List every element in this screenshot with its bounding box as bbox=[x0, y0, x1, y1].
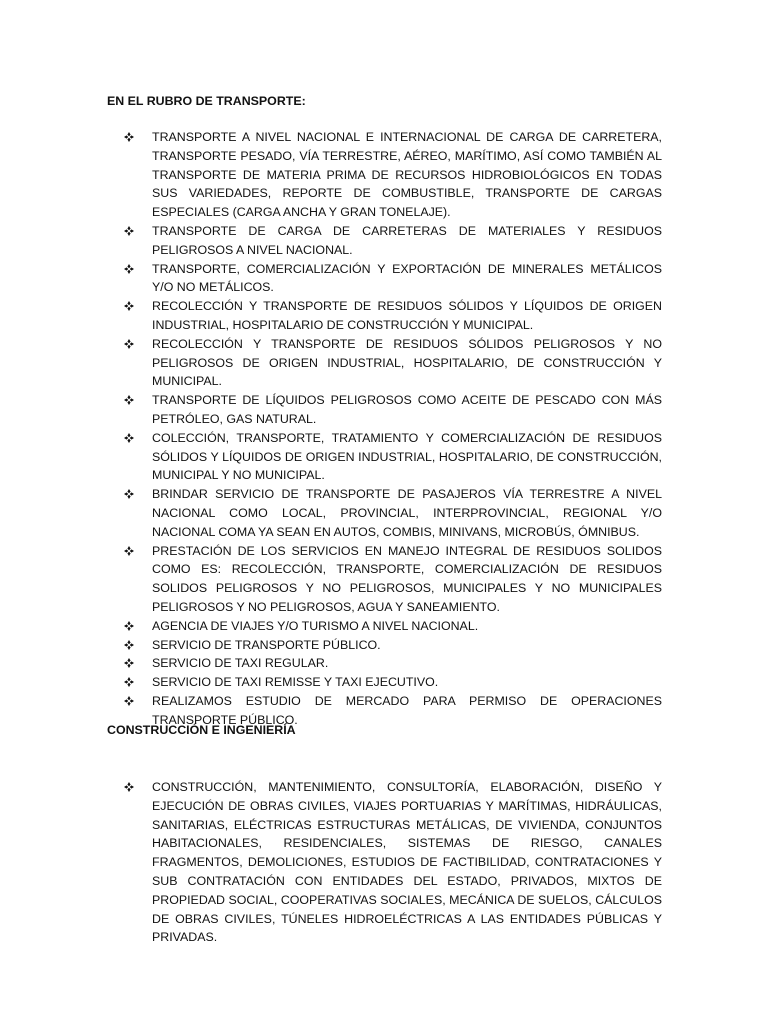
diamond-bullet-icon bbox=[124, 264, 134, 274]
list-item-text: SERVICIO DE TRANSPORTE PÚBLICO. bbox=[152, 637, 381, 652]
diamond-bullet-icon bbox=[124, 132, 134, 142]
list-item-text: TRANSPORTE, COMERCIALIZACIÓN Y EXPORTACIÓN DE MINERALES METÁLICOS Y/O NO METÁLICOS. bbox=[152, 261, 662, 295]
list-item-text: TRANSPORTE DE LÍQUIDOS PELIGROSOS COMO ACEITE DE PESCADO CON MÁS PETRÓLEO, GAS NATURAL. bbox=[152, 393, 662, 426]
list-item bbox=[124, 542, 662, 617]
diamond-bullet-icon bbox=[124, 301, 134, 311]
list-item-text: SERVICIO DE TAXI REGULAR. bbox=[152, 656, 329, 671]
list-item bbox=[124, 335, 662, 391]
diamond-bullet-icon bbox=[124, 546, 134, 556]
list-item bbox=[124, 429, 662, 485]
list-item-text: CONSTRUCCIÓN, MANTENIMIENTO, CONSULTORÍA, ELABORACIÓN, DISEÑO Y EJECUCIÓN DE OBRAS CIVILES, VIAJES PORTUARIAS Y MARÍTIMAS, HIDRÁULICAS, SANITARIAS, ELÉCTRICAS ESTRUCTURAS METÁLICAS, DE VIVIENDA, CONJUNTOS HABITACIONALES, RESIDENCIALES, SISTEMAS DE RIESGO, CANALES FRAGMENTOS, DEMOLICIONES, ESTUDIOS DE FACTIBILIDAD, CONTRATACIONES Y SUB CONTRATACIÓN CON ENTIDADES DEL ESTADO, PRIVADOS, MIXTOS DE PROPIEDAD SOCIAL, COOPERATIVAS SOCIALES, MECÁNICA DE SUELOS, CÁLCULOS DE OBRAS CIVILES, TÚNELES HIDROELÉCTRICAS A LAS ENTIDADES PÚBLICAS Y PRIVADAS. bbox=[152, 780, 662, 945]
diamond-bullet-icon bbox=[124, 489, 134, 499]
diamond-bullet-icon bbox=[124, 395, 134, 405]
list-item-text: TRANSPORTE DE CARGA DE CARRETERAS DE MATERIALES Y RESIDUOS PELIGROSOS A NIVEL NACIONAL. bbox=[152, 223, 662, 257]
diamond-bullet-icon bbox=[124, 782, 134, 792]
transporte-list bbox=[124, 128, 662, 730]
diamond-bullet-icon bbox=[124, 677, 134, 687]
diamond-bullet-icon bbox=[124, 696, 134, 706]
list-item-text: SERVICIO DE TAXI REMISSE Y TAXI EJECUTIVO. bbox=[152, 675, 439, 690]
list-item-text: REALIZAMOS ESTUDIO DE MERCADO PARA PERMISO DE OPERACIONES TRANSPORTE PÚBLICO. bbox=[152, 693, 662, 727]
diamond-bullet-icon bbox=[124, 658, 134, 668]
diamond-bullet-icon bbox=[124, 339, 134, 349]
list-item bbox=[124, 778, 662, 947]
list-item-text: COLECCIÓN, TRANSPORTE, TRATAMIENTO Y COMERCIALIZACIÓN DE RESIDUOS SÓLIDOS Y LÍQUIDOS DE ORIGEN INDUSTRIAL, HOSPITALARIO, DE CONSTRUCCIÓN, MUNICIPAL Y NO MUNICIPAL. bbox=[152, 430, 662, 483]
diamond-bullet-icon bbox=[124, 226, 134, 236]
list-item bbox=[124, 485, 662, 541]
diamond-bullet-icon bbox=[124, 621, 134, 631]
diamond-bullet-icon bbox=[124, 433, 134, 443]
list-item-text: BRINDAR SERVICIO DE TRANSPORTE DE PASAJEROS VÍA TERRESTRE A NIVEL NACIONAL COMO LOCAL, PROVINCIAL, INTERPROVINCIAL, REGIONAL Y/O NACIONAL COMA YA SEAN EN AUTOS, COMBIS, MINIVANS, MICROBÚS, ÓMNIBUS. bbox=[152, 487, 662, 539]
list-item bbox=[124, 391, 662, 429]
section-heading-transporte: EN EL RUBRO DE TRANSPORTE: bbox=[107, 94, 306, 108]
list-item-text: PRESTACIÓN DE LOS SERVICIOS EN MANEJO INTEGRAL DE RESIDUOS SOLIDOS COMO ES: RECOLECCIÓN, TRANSPORTE, COMERCIALIZACIÓN DE RESIDUOS SOLIDOS PELIGROSOS Y NO PELIGROSOS, MUNICIPALES Y NO MUNICIPALES PELIGROSOS Y NO PELIGROSOS, AGUA Y SANEAMIENTO. bbox=[152, 543, 662, 614]
section-heading-construccion: CONSTRUCCIÓN E INGENIERÍA bbox=[107, 723, 296, 737]
diamond-bullet-icon bbox=[124, 640, 134, 650]
list-item bbox=[124, 260, 662, 298]
list-item bbox=[124, 636, 662, 655]
list-item bbox=[124, 617, 662, 636]
list-item-text: AGENCIA DE VIAJES Y/O TURISMO A NIVEL NACIONAL. bbox=[152, 618, 479, 633]
list-item-text: RECOLECCIÓN Y TRANSPORTE DE RESIDUOS SÓLIDOS PELIGROSOS Y NO PELIGROSOS DE ORIGEN INDUSTRIAL, HOSPITALARIO, DE CONSTRUCCIÓN Y MUNICIPAL. bbox=[152, 336, 662, 389]
list-item bbox=[124, 673, 662, 692]
list-item bbox=[124, 297, 662, 335]
list-item bbox=[124, 222, 662, 260]
list-item-text: TRANSPORTE A NIVEL NACIONAL E INTERNACIONAL DE CARGA DE CARRETERA, TRANSPORTE PESADO, VÍA TERRESTRE, AÉREO, MARÍTIMO, ASÍ COMO TAMBIÉN AL TRANSPORTE DE MATERIA PRIMA DE RECURSOS HIDROBIOLÓGICOS EN TODAS SUS VARIEDADES, REPORTE DE COMBUSTIBLE, TRANSPORTE DE CARGAS ESPECIALES (CARGA ANCHA Y GRAN TONELAJE). bbox=[152, 130, 662, 220]
list-item bbox=[124, 128, 662, 222]
construccion-list bbox=[124, 778, 662, 947]
list-item bbox=[124, 654, 662, 673]
list-item-text: RECOLECCIÓN Y TRANSPORTE DE RESIDUOS SÓLIDOS Y LÍQUIDOS DE ORIGEN INDUSTRIAL, HOSPITALARIO DE CONSTRUCCIÓN Y MUNICIPAL. bbox=[152, 299, 662, 332]
